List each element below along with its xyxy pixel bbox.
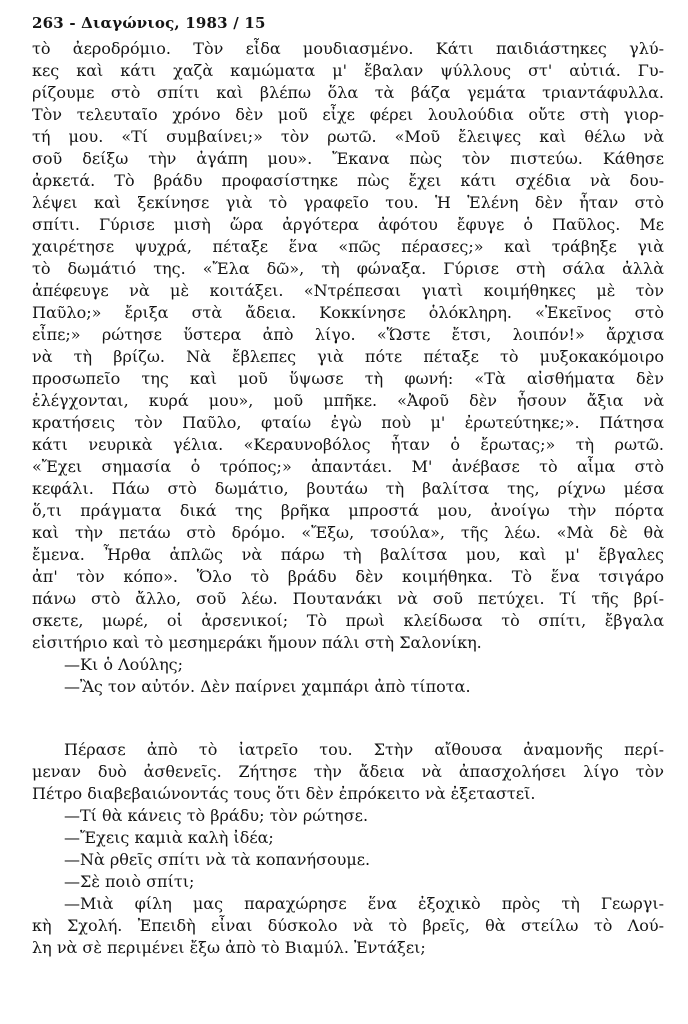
text-line: κες καὶ κάτι χαζὰ καμώματα μ' ἔβαλαν ψύλλους στ' αὐτιά. Γυ- (32, 61, 664, 80)
text-line: προσωπεῖο της καὶ μοῦ ὕψωσε τὴ φωνή: «Τὰ αἰσθήματα δὲν (32, 369, 664, 388)
text-line: κάτι νευρικὰ γέλια. «Κεραυνοβόλος ἦταν ὁ ἔρωτας;» τὴ ρωτῶ. (32, 435, 664, 454)
text-line: τὸ ἀεροδρόμιο. Τὸν εἶδα μουδιασμένο. Κάτι παιδιάστηκες γλύ- (32, 39, 664, 58)
text-line: Παῦλο;» ἔριξα στὰ ἄδεια. Κοκκίνησε ὁλόκληρη. «Ἐκεῖνος στὸ (32, 303, 664, 322)
paragraph-3 (32, 893, 664, 959)
dialogue-2 (32, 805, 664, 893)
section-gap (32, 698, 664, 739)
text-line: «Ἔχει σημασία ὁ τρόπος;» ἀπαντάει. Μ' ἀνέβασε τὸ αἷμα στὸ (32, 457, 664, 476)
paragraph-1 (32, 38, 664, 654)
dialogue-line: —Τί θὰ κάνεις τὸ βράδυ; τὸν ρώτησε. (64, 806, 369, 825)
text-line: κὴ Σχολή. Ἐπειδὴ εἶναι δύσκολο νὰ τὸ βρεῖς, θὰ στείλω τὸ Λού- (32, 916, 664, 935)
text-line: κεφάλι. Πάω στὸ δωμάτιο, βουτάω τὴ βαλίτσα της, ρίχνω μέσα (32, 479, 664, 498)
text-line: ἀπέφευγε νὰ μὲ κοιτάξει. «Ντρέπεσαι γιατὶ κοιμήθηκες μὲ τὸν (32, 281, 664, 300)
page-header: 263 - Διαγώνιος, 1983 / 15 (32, 14, 266, 32)
text-line: Πέρασε ἀπὸ τὸ ἰατρεῖο του. Στὴν αἴθουσα ἀναμονῆς περί- (64, 740, 664, 759)
text-line: Πέτρο διαβεβαιώνοντάς τους ὅτι δὲν ἐπρόκειτο νὰ ἐξεταστεῖ. (32, 784, 536, 803)
text-line: ἀρκετά. Τὸ βράδυ προφασίστηκε πὼς ἔχει κάτι σχέδια νὰ δου- (32, 171, 664, 190)
text-line: τή μου. «Τί συμβαίνει;» τὸν ρωτῶ. «Μοῦ ἔλειψες καὶ θέλω νὰ (32, 127, 664, 146)
dialogue-line: —Ἔχεις καμιὰ καλὴ ἰδέα; (64, 828, 274, 847)
text-line: κρατήσεις τὸν Παῦλο, φταίω ἐγὼ ποὺ μ' ἐρωτεύτηκε;». Πάτησα (32, 413, 664, 432)
text-line: τὸ δωμάτιό της. «Ἔλα δῶ», τὴ φώναξα. Γύρισε στὴ σάλα ἀλλὰ (32, 259, 664, 278)
paragraph-2 (32, 739, 664, 805)
text-line: νὰ τὴ βρίζω. Νὰ ἔβλεπες γιὰ πότε πέταξε τὸ μυξοκακόμοιρο (32, 347, 664, 366)
text-line: λέψει καὶ ξεκίνησε γιὰ τὸ γραφεῖο του. Ἡ Ἑλένη δὲν ἦταν στὸ (32, 193, 664, 212)
dialogue-line: —Κι ὁ Λούλης; (64, 655, 184, 674)
dialogue-1 (32, 654, 664, 698)
text-line: εἰσιτήριο καὶ τὸ μεσημεράκι ἤμουν πάλι στὴ Σαλονίκη. (32, 633, 482, 652)
text-line: ἐλέγχονται, κυρά μου», μοῦ μπῆκε. «Ἀφοῦ δὲν ἦσουν ἄξια νὰ (32, 391, 664, 410)
text-line: ρίζουμε στὸ σπίτι καὶ βλέπω ὅλα τὰ βάζα γεμάτα τριαντάφυλλα. (32, 83, 664, 102)
text-line: εἶπε;» ρώτησε ὕστερα ἀπὸ λίγο. «Ὥστε ἔτσι, λοιπόν!» ἄρχισα (32, 325, 664, 344)
text-line: χαιρέτησε ψυχρά, πέταξε ἕνα «πῶς πέρασες;» καὶ τράβηξε γιὰ (32, 237, 664, 256)
text-line: λη νὰ σὲ περιμένει ἔξω ἀπὸ τὸ Βιαμύλ. Ἐντάξει; (32, 938, 426, 957)
text-line: σοῦ δείξω τὴν ἀγάπη μου». Ἔκανα πὼς τὸν πιστεύω. Κάθησε (32, 149, 664, 168)
text-line: σκετε, μωρέ, οἱ ἀρσενικοί; Τὸ πρωὶ κλείδωσα τὸ σπίτι, ἔβγαλα (32, 611, 664, 630)
text-line: καὶ τὴν πετάω στὸ δρόμο. «Ἔξω, τσούλα», τῆς λέω. «Μὰ δὲ θὰ (32, 523, 664, 542)
text-line: ὅ,τι πράγματα δικά της βρῆκα μπροστά μου, ἀνοίγω τὴν πόρτα (32, 501, 664, 520)
text-line: ἔμενα. Ἦρθα ἁπλῶς νὰ πάρω τὴ βαλίτσα μου, καὶ μ' ἔβγαλες (32, 545, 664, 564)
page-body (32, 38, 664, 959)
text-line: μεναν δυὸ ἀσθενεῖς. Ζήτησε τὴν ἄδεια νὰ ἀπασχολήσει λίγο τὸν (32, 762, 664, 781)
text-line: Τὸν τελευταῖο χρόνο δὲν μοῦ εἶχε φέρει λουλούδια οὔτε στὴ γιορ- (32, 105, 664, 124)
dialogue-line: —Νὰ ρθεῖς σπίτι νὰ τὰ κοπανήσουμε. (64, 850, 371, 869)
dialogue-line: —Ἂς τον αὐτόν. Δὲν παίρνει χαμπάρι ἀπὸ τίποτα. (64, 677, 471, 696)
text-line: ἀπ' τὸν κόπο». Ὅλο τὸ βράδυ δὲν κοιμήθηκα. Τὸ ἕνα τσιγάρο (32, 567, 664, 586)
text-line: σπίτι. Γύρισε μισὴ ὥρα ἀργότερα ἀφότου ἔφυγε ὁ Παῦλος. Με (32, 215, 664, 234)
dialogue-line: —Σὲ ποιὸ σπίτι; (64, 872, 195, 891)
text-line: —Μιὰ φίλη μας παραχώρησε ἕνα ἐξοχικὸ πρὸς τὴ Γεωργι- (64, 894, 664, 913)
text-line: πάνω στὸ ἄλλο, σοῦ λέω. Πουτανάκι νὰ σοῦ πετύχει. Τί τῆς βρί- (32, 589, 664, 608)
